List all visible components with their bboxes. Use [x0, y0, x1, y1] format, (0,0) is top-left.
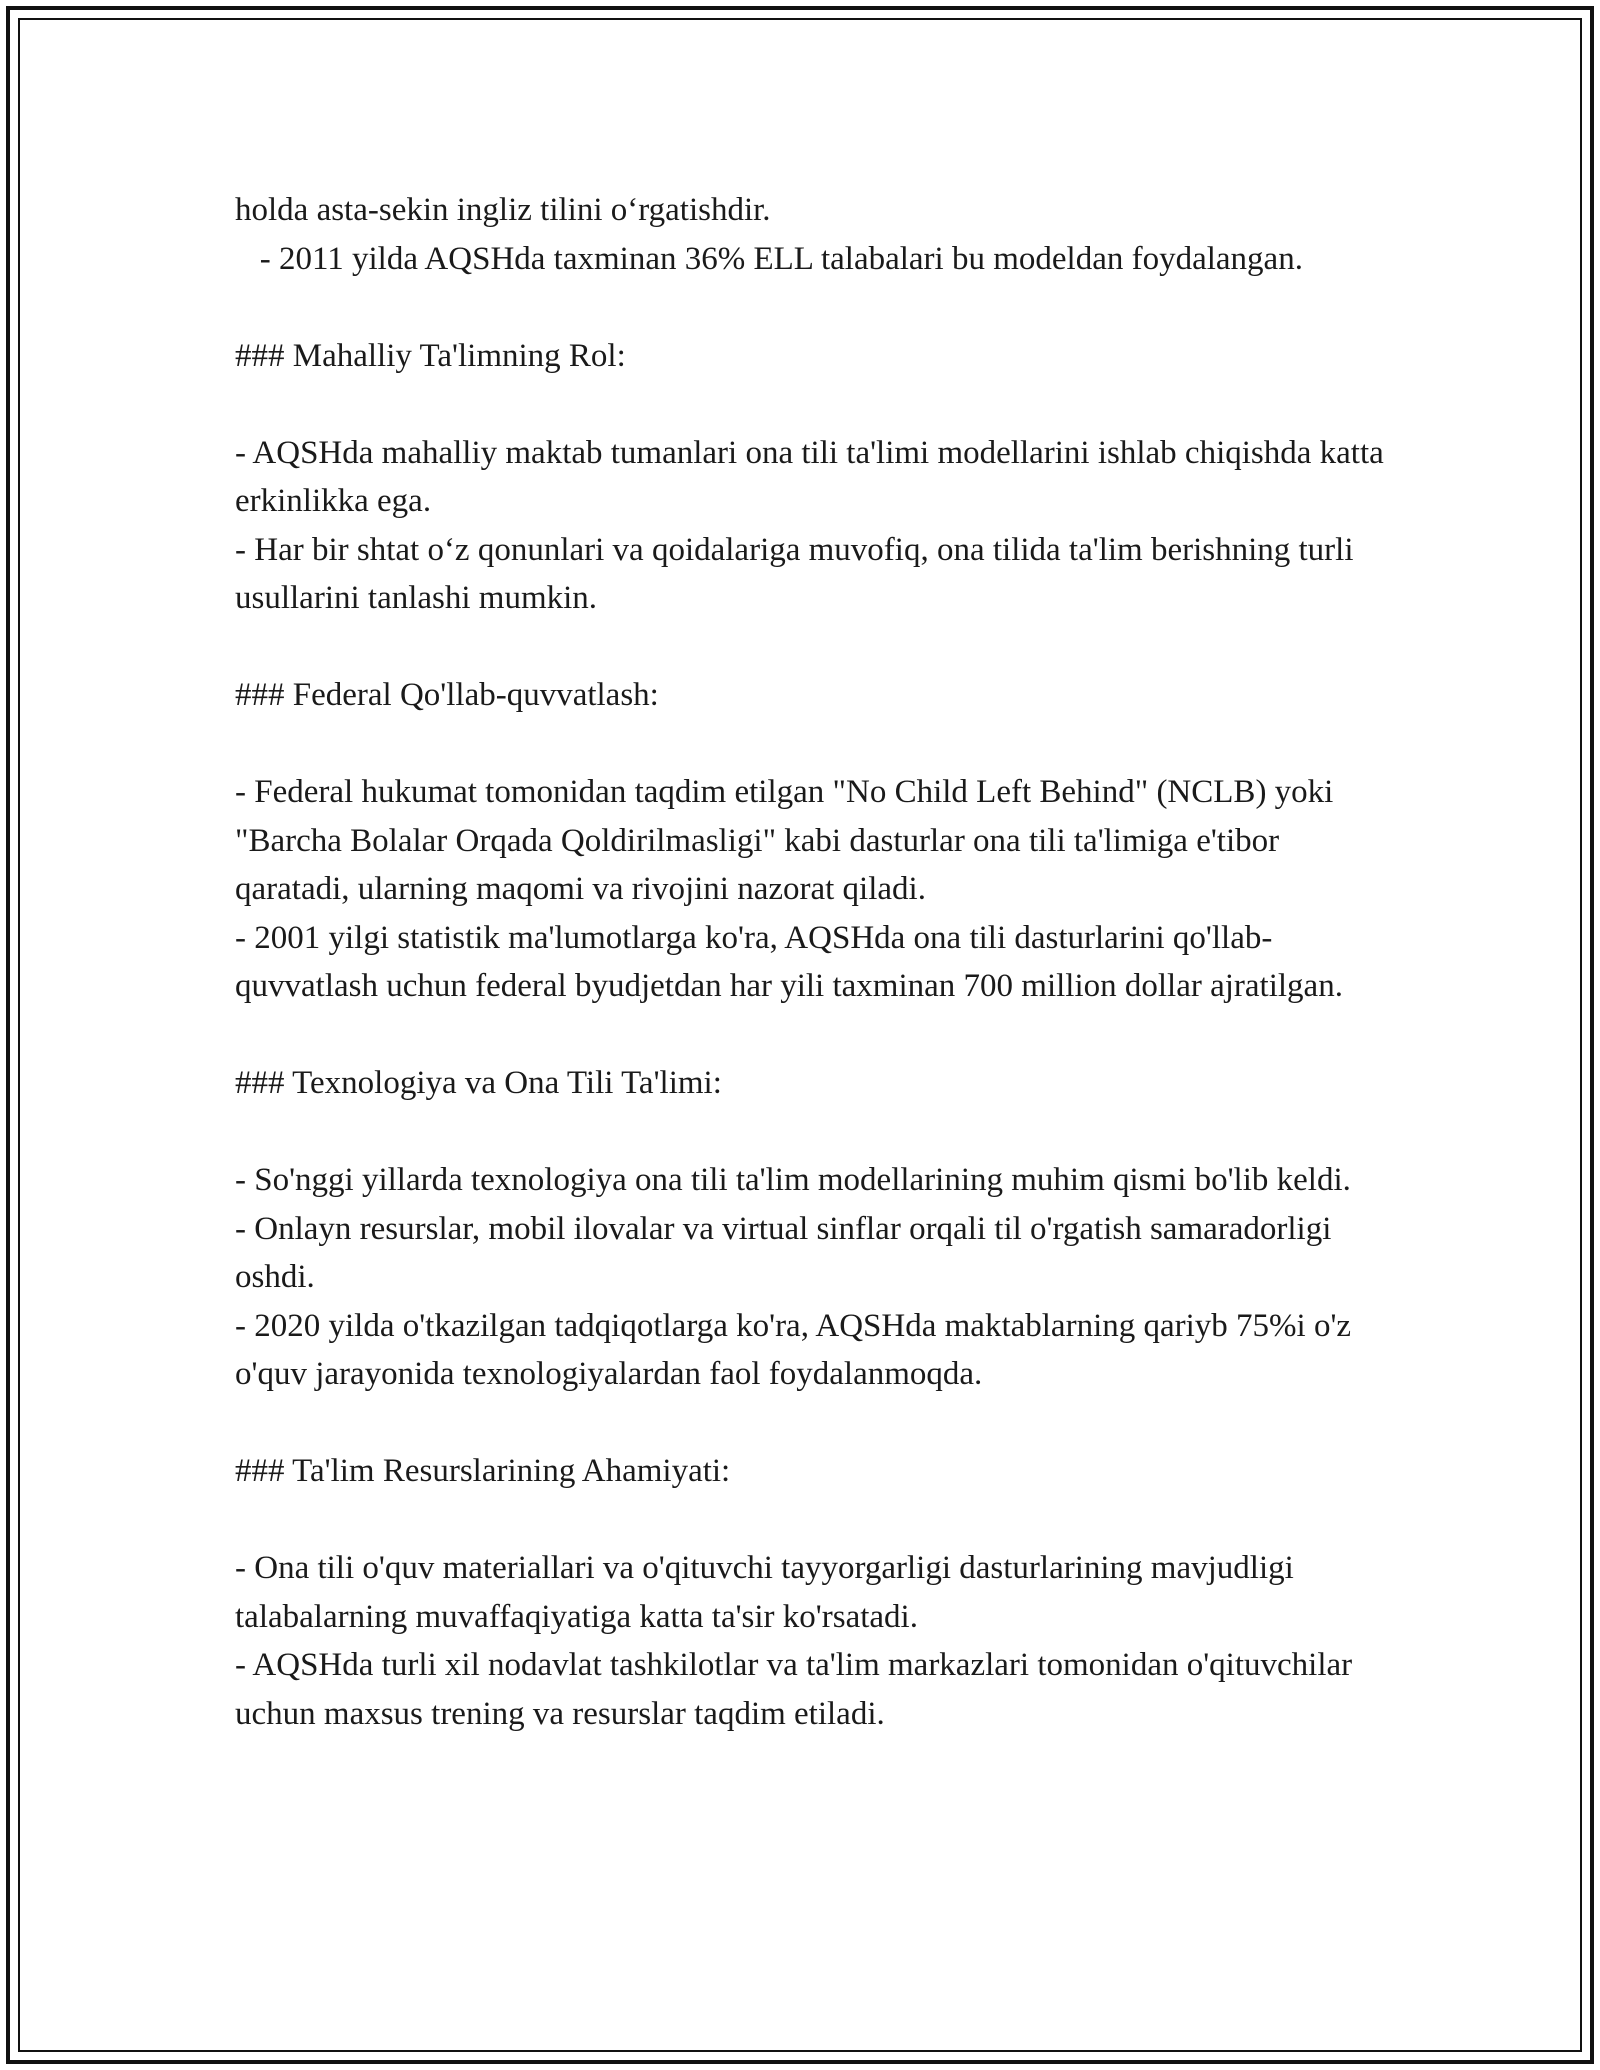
blank-line [235, 720, 1385, 769]
list-item: - Har bir shtat oʻz qonunlari va qoidalariga muvofiq, ona tilida ta'lim berishning turli usullarini tanlashi mumkin. [235, 531, 1362, 616]
document-body [235, 186, 1393, 1738]
blank-line [235, 380, 1385, 429]
section-heading: ### Ta'lim Resurslarining Ahamiyati: [235, 1453, 731, 1489]
list-item: - 2020 yilda o'tkazilgan tadqiqotlarga ko'ra, AQSHda maktablarning qariyb 75%i o'z o'quv jarayonida texnologiyalardan faol foydalanmoqda. [235, 1307, 1360, 1392]
blank-line [235, 623, 1385, 672]
section-heading: ### Mahalliy Ta'limning Rol: [235, 337, 626, 374]
list-item: - Onlayn resurslar, mobil ilovalar va virtual sinflar orqali til o'rgatish samaradorligi oshdi. [235, 1210, 1340, 1295]
list-item: - 2011 yilda AQSHda taxminan 36% ELL talabalari bu modeldan foydalangan. [235, 240, 1303, 277]
blank-line [235, 1496, 1385, 1545]
paragraph: holda asta-sekin ingliz tilini oʻrgatishdir. [235, 192, 771, 228]
section-heading: ### Texnologiya va Ona Tili Ta'limi: [235, 1065, 722, 1101]
blank-line [235, 1011, 1385, 1060]
blank-line [235, 1399, 1385, 1448]
blank-line [235, 283, 1385, 332]
list-item: - Ona tili o'quv materiallari va o'qituvchi tayyorgarligi dasturlarining mavjudligi talabalarning muvaffaqiyatiga katta ta'sir ko'rsatadi. [235, 1550, 1303, 1635]
list-item: - Federal hukumat tomonidan taqdim etilgan "No Child Left Behind" (NCLB) yoki "Barcha Bolalar Orqada Qoldirilmasligi" kabi dasturlar ona tili ta'limiga e'tibor qaratadi, ularning maqomi va rivojini nazorat qiladi. [235, 774, 1342, 907]
list-item: - 2001 yilgi statistik ma'lumotlarga ko'ra, AQSHda ona tili dasturlarini qo'llab-quvvatlash uchun federal byudjetdan har yili taxminan 700 million dollar ajratilgan. [235, 919, 1343, 1004]
blank-line [235, 1108, 1385, 1157]
list-item: - AQSHda mahalliy maktab tumanlari ona tili ta'limi modellarini ishlab chiqishda katta erkinlikka ega. [235, 434, 1393, 519]
section-heading: ### Federal Qo'llab-quvvatlash: [235, 677, 659, 713]
list-item: - So'nggi yillarda texnologiya ona tili ta'lim modellarining muhim qismi bo'lib keldi. [235, 1162, 1351, 1198]
list-item: - AQSHda turli xil nodavlat tashkilotlar va ta'lim markazlari tomonidan o'qituvchilar uchun maxsus trening va resurslar taqdim etiladi. [235, 1647, 1361, 1732]
